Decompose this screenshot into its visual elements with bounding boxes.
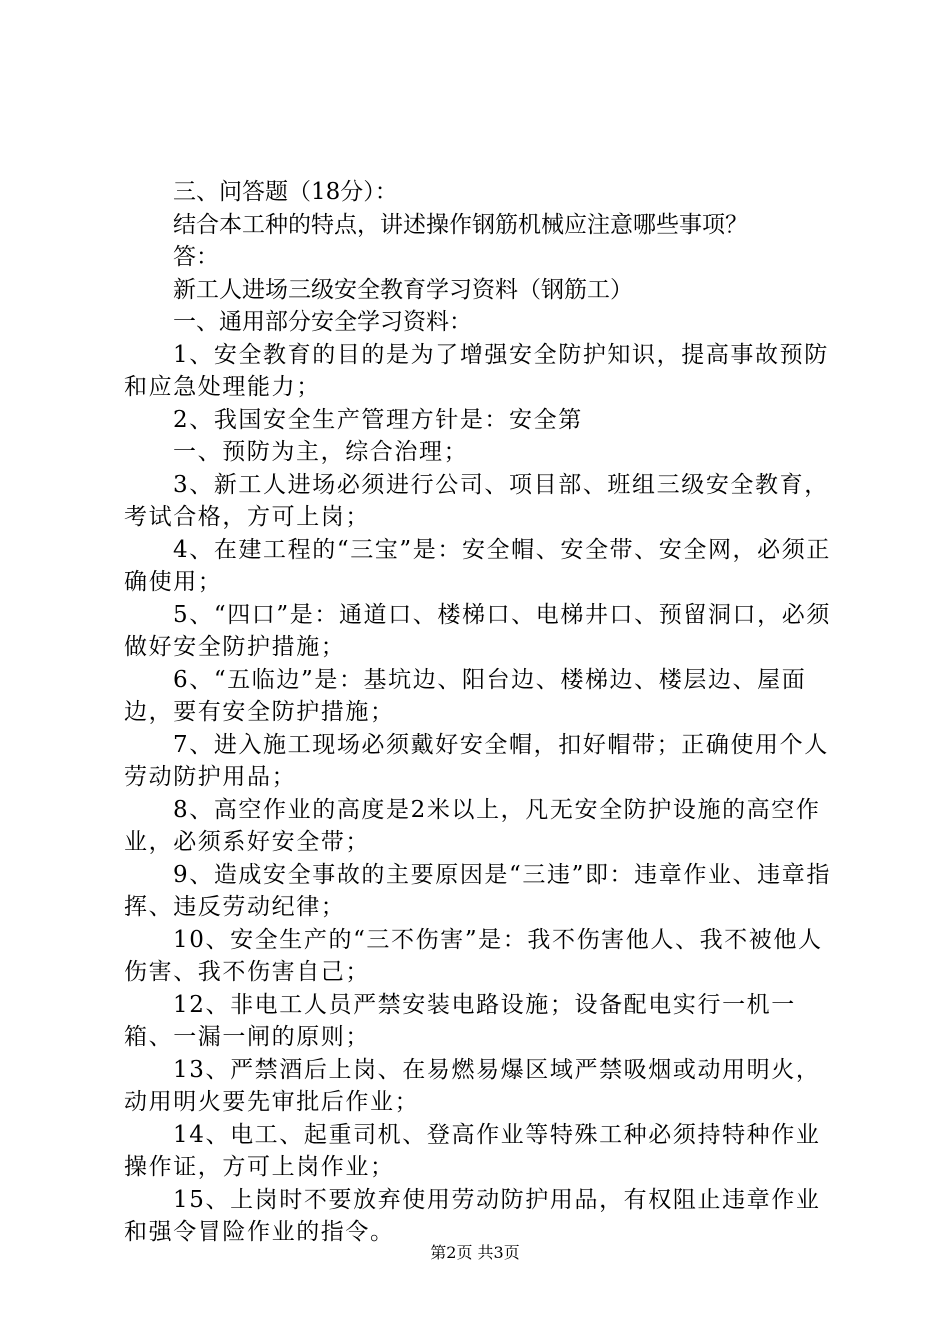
list-item: 4、在建工程的“三宝”是：安全帽、安全带、安全网，必须正确使用； <box>124 536 831 595</box>
list-item: 13、严禁酒后上岗、在易燃易爆区域严禁吸烟或动用明火，动用明火要先审批后作业； <box>124 1056 821 1115</box>
list-item: 一、预防为主，综合治理； <box>173 439 469 465</box>
list-item: 5、“四口”是：通道口、楼梯口、电梯井口、预留洞口，必须做好安全防护措施； <box>124 601 831 660</box>
list-item: 15、上岗时不要放弃使用劳动防护用品，有权阻止违章作业和强令冒险作业的指令。 <box>124 1186 821 1245</box>
document-body <box>124 176 836 1249</box>
list-item: 12、非电工人员严禁安装电路设施；设备配电实行一机一箱、一漏一闸的原则； <box>124 991 796 1050</box>
list-item: 14、电工、起重司机、登高作业等特殊工种必须持特种作业操作证，方可上岗作业； <box>124 1121 821 1180</box>
list-item: 1、安全教育的目的是为了增强安全防护知识，提高事故预防和应急处理能力； <box>124 341 829 400</box>
question-text: 结合本工种的特点，讲述操作钢筋机械应注意哪些事项？ <box>173 211 748 238</box>
document-title: 新工人进场三级安全教育学习资料（钢筋工） <box>173 276 633 303</box>
list-item: 2、我国安全生产管理方针是：安全第 <box>173 406 583 433</box>
list-item: 6、“五临边”是：基坑边、阳台边、楼梯边、楼层边、屋面边，要有安全防护措施； <box>124 666 807 725</box>
section-heading-qa: 三、问答题（18分）： <box>173 179 398 205</box>
list-item: 3、新工人进场必须进行公司、项目部、班组三级安全教育，考试合格，方可上岗； <box>124 471 829 530</box>
page-number-footer: 第2页 共3页 <box>430 1243 520 1262</box>
section-heading-general: 一、通用部分安全学习资料： <box>173 309 472 335</box>
list-item: 7、进入施工现场必须戴好安全帽，扣好帽带；正确使用个人劳动防护用品； <box>124 731 829 790</box>
list-item: 9、造成安全事故的主要原因是“三违”即：违章作业、违章指挥、违反劳动纪律； <box>124 861 831 920</box>
answer-label: 答： <box>173 244 219 270</box>
list-item: 8、高空作业的高度是2米以上，凡无安全防护设施的高空作业，必须系好安全带； <box>124 796 821 855</box>
list-item: 10、安全生产的“三不伤害”是：我不伤害他人、我不被他人伤害、我不伤害自己； <box>124 926 823 985</box>
